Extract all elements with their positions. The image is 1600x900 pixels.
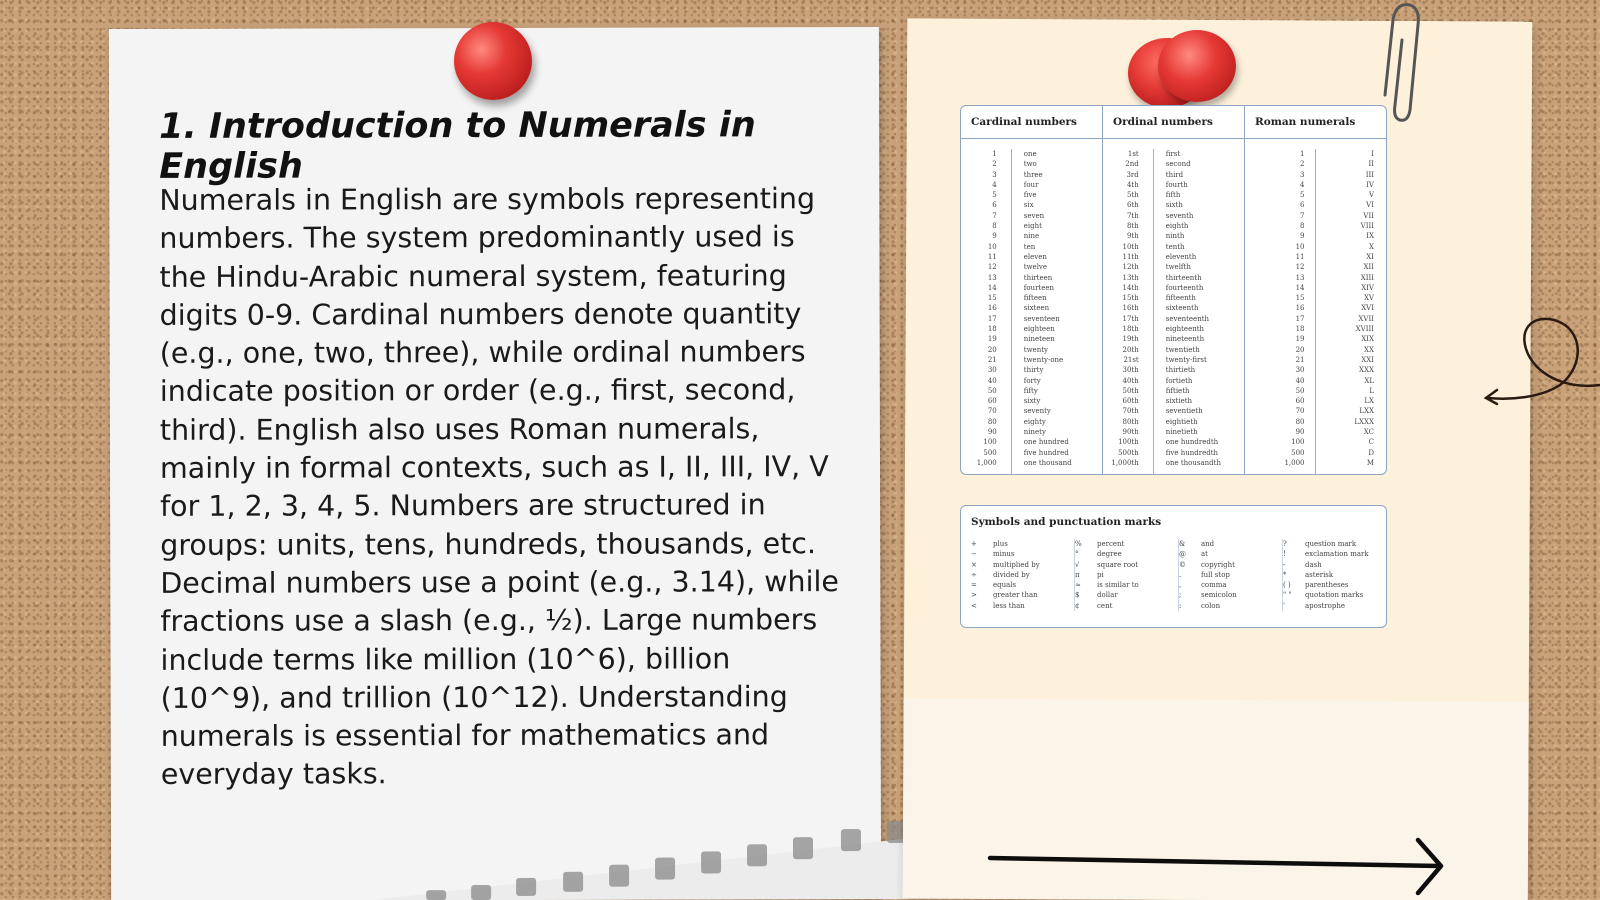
table-cell: question mark bbox=[1305, 540, 1357, 548]
table-cell: 16 bbox=[987, 304, 997, 313]
table-cell: five hundred bbox=[1023, 448, 1069, 457]
table-cell: 500 bbox=[983, 448, 997, 457]
table-cell: π bbox=[1075, 570, 1080, 579]
table-cell: one hundred bbox=[1023, 438, 1069, 447]
table-cell: 80th bbox=[1122, 417, 1139, 426]
table-cell: 18th bbox=[1122, 325, 1139, 334]
table-cell: nineteenth bbox=[1165, 335, 1205, 344]
cardinal-words bbox=[1012, 149, 1102, 474]
table-cell: eighteenth bbox=[1165, 325, 1205, 334]
table-cell: 4 bbox=[992, 180, 997, 189]
table-cell: 10 bbox=[987, 242, 997, 251]
table-cell: sixteenth bbox=[1165, 304, 1199, 313]
table-cell: ninetieth bbox=[1165, 428, 1198, 437]
table-cell: 12 bbox=[987, 263, 997, 272]
table-cell: one hundredth bbox=[1165, 438, 1219, 447]
table-cell: 100 bbox=[983, 438, 997, 447]
table-cell: 15 bbox=[1295, 294, 1305, 303]
table-cell: XIII bbox=[1360, 273, 1374, 282]
table-cell: : bbox=[1179, 601, 1182, 610]
table-cell: 21 bbox=[987, 355, 997, 364]
table-cell: twentieth bbox=[1165, 345, 1200, 354]
table-cell: multiplied by bbox=[993, 560, 1040, 569]
table-cell: 5 bbox=[1300, 191, 1305, 200]
table-cell: 19th bbox=[1122, 335, 1139, 344]
table-cell: 11 bbox=[987, 252, 997, 261]
table-cell: twenty-first bbox=[1165, 355, 1207, 364]
table-cell: fiftieth bbox=[1165, 386, 1190, 395]
table-cell: 20 bbox=[987, 345, 997, 354]
table-cell: . bbox=[1179, 570, 1182, 579]
table-cell: 30 bbox=[1295, 366, 1305, 375]
table-cell: thirteen bbox=[1023, 273, 1053, 282]
table-cell: 19 bbox=[987, 335, 997, 344]
table-cell: 1 bbox=[1300, 150, 1305, 158]
table-cell: seventh bbox=[1165, 211, 1194, 220]
torn-paper-strip bbox=[371, 809, 991, 900]
table-cell: divided by bbox=[993, 570, 1030, 579]
table-cell: V bbox=[1368, 191, 1374, 200]
table-cell: dash bbox=[1305, 560, 1322, 569]
table-cell: 20th bbox=[1122, 345, 1139, 354]
table-cell: M bbox=[1366, 458, 1374, 467]
table-cell: 100th bbox=[1118, 438, 1139, 447]
table-cell: fortieth bbox=[1165, 376, 1193, 385]
table-cell: 9 bbox=[992, 232, 997, 241]
table-cell: fourth bbox=[1165, 180, 1188, 189]
table-cell: - bbox=[1283, 560, 1286, 569]
table-cell: 14th bbox=[1122, 283, 1139, 292]
table-cell: 40th bbox=[1122, 376, 1139, 385]
table-cell: 2 bbox=[992, 160, 997, 169]
table-cell: 6 bbox=[1300, 201, 1305, 210]
table-cell: 11 bbox=[1295, 252, 1305, 261]
symbol-glyphs bbox=[1179, 539, 1201, 611]
table-cell: × bbox=[971, 560, 977, 569]
table-cell: five bbox=[1023, 191, 1037, 200]
table-cell: 15 bbox=[987, 294, 997, 303]
table-cell: equals bbox=[993, 581, 1017, 590]
table-cell: 60 bbox=[987, 397, 997, 406]
table-cell: sixtieth bbox=[1165, 397, 1193, 406]
table-cell: three bbox=[1023, 170, 1043, 179]
symbols-grid bbox=[961, 539, 1386, 611]
roman-column bbox=[1245, 139, 1386, 474]
table-cell: © bbox=[1179, 560, 1186, 569]
table-cell: XV bbox=[1363, 294, 1374, 303]
table-cell: seventy bbox=[1023, 407, 1051, 416]
table-cell: − bbox=[971, 550, 977, 559]
table-cell: XXX bbox=[1359, 366, 1374, 375]
ordinal-abbrev bbox=[1103, 149, 1154, 474]
table-cell: XL bbox=[1364, 376, 1374, 385]
table-cell: 7th bbox=[1126, 211, 1139, 220]
table-cell: four bbox=[1023, 180, 1039, 189]
table-cell: 60th bbox=[1122, 397, 1139, 406]
page-title: 1. Introduction to Numerals in English bbox=[159, 105, 756, 187]
symbol-names bbox=[993, 539, 1074, 611]
table-cell: 50 bbox=[987, 386, 997, 395]
numbers-reference-table bbox=[960, 105, 1387, 475]
table-cell: apostrophe bbox=[1305, 601, 1345, 610]
table-cell: second bbox=[1165, 160, 1191, 169]
table-cell: full stop bbox=[1201, 570, 1230, 579]
symbol-glyphs bbox=[1283, 539, 1305, 611]
table-cell: 9th bbox=[1126, 232, 1139, 241]
table-cell: 14 bbox=[1295, 283, 1305, 292]
table-cell: tenth bbox=[1165, 242, 1185, 251]
table-cell: 70th bbox=[1122, 407, 1139, 416]
table-cell: < bbox=[971, 601, 977, 610]
table-cell: cent bbox=[1097, 601, 1113, 610]
table-cell: 4th bbox=[1126, 180, 1139, 189]
table-cell: 90 bbox=[1295, 428, 1305, 437]
table-cell: 5th bbox=[1126, 191, 1139, 200]
roman-values bbox=[1316, 149, 1387, 474]
table-cell: 14 bbox=[987, 283, 997, 292]
table-cell: 3 bbox=[1300, 170, 1305, 179]
header-ordinal: Ordinal numbers bbox=[1103, 106, 1245, 138]
table-cell: thirty bbox=[1023, 366, 1044, 375]
table-cell: XIX bbox=[1361, 335, 1374, 344]
table-cell: eight bbox=[1023, 222, 1042, 231]
table-cell: one bbox=[1023, 150, 1037, 158]
table-cell: 20 bbox=[1295, 345, 1305, 354]
table-cell: forty bbox=[1023, 376, 1041, 385]
table-cell: 2 bbox=[1300, 160, 1305, 169]
table-cell: $ bbox=[1075, 591, 1080, 600]
table-cell: √ bbox=[1075, 560, 1080, 569]
table-cell: semicolon bbox=[1201, 591, 1237, 600]
table-cell: six bbox=[1023, 201, 1034, 210]
table-cell: 9 bbox=[1300, 232, 1305, 241]
table-cell: D bbox=[1368, 448, 1374, 457]
table-cell: ten bbox=[1023, 242, 1036, 251]
pushpin-icon bbox=[454, 22, 532, 100]
table-cell: colon bbox=[1201, 601, 1221, 610]
table-cell: thirteenth bbox=[1165, 273, 1202, 282]
table-header bbox=[961, 106, 1386, 139]
table-cell: 90th bbox=[1122, 428, 1139, 437]
table-cell: 17 bbox=[1295, 314, 1305, 323]
table-cell: degree bbox=[1097, 550, 1122, 559]
table-cell: at bbox=[1201, 550, 1208, 559]
table-cell: 21 bbox=[1295, 355, 1305, 364]
table-cell: ÷ bbox=[971, 570, 977, 579]
table-cell: 3rd bbox=[1126, 170, 1139, 179]
table-cell: 17th bbox=[1122, 314, 1139, 323]
table-cell: 8 bbox=[1300, 222, 1305, 231]
table-cell: III bbox=[1365, 170, 1374, 179]
table-body bbox=[961, 139, 1386, 474]
table-cell: square root bbox=[1097, 560, 1139, 569]
table-cell: eighth bbox=[1165, 222, 1189, 231]
table-cell: 5 bbox=[992, 191, 997, 200]
table-cell: less than bbox=[993, 601, 1025, 610]
table-cell: XVI bbox=[1361, 304, 1374, 313]
table-cell: fourteenth bbox=[1165, 283, 1204, 292]
table-cell: eightieth bbox=[1165, 417, 1198, 426]
table-cell: fifty bbox=[1023, 386, 1038, 395]
table-cell: eleventh bbox=[1165, 252, 1197, 261]
table-cell: ¢ bbox=[1075, 601, 1080, 610]
symbols-column bbox=[1075, 539, 1179, 611]
table-cell: VIII bbox=[1360, 222, 1374, 231]
table-cell: is similar to bbox=[1097, 581, 1139, 590]
table-cell: sixteen bbox=[1023, 304, 1050, 313]
symbols-column bbox=[1283, 539, 1386, 611]
table-cell: ninth bbox=[1165, 232, 1185, 241]
table-cell: 80 bbox=[1295, 417, 1305, 426]
symbol-names bbox=[1097, 539, 1178, 611]
table-cell: ' bbox=[1283, 601, 1285, 610]
table-cell: minus bbox=[993, 550, 1015, 559]
symbol-names bbox=[1305, 539, 1386, 611]
table-cell: 40 bbox=[987, 376, 997, 385]
table-cell: parentheses bbox=[1305, 581, 1349, 590]
table-cell: II bbox=[1368, 160, 1374, 169]
table-cell: 16th bbox=[1122, 304, 1139, 313]
table-cell: 7 bbox=[992, 211, 997, 220]
table-cell: 1,000 bbox=[976, 458, 997, 467]
table-cell: 40 bbox=[1295, 376, 1305, 385]
table-cell: two bbox=[1023, 160, 1037, 169]
table-cell: twenty bbox=[1023, 345, 1048, 354]
table-cell: X bbox=[1369, 242, 1374, 251]
table-cell: copyright bbox=[1201, 560, 1235, 569]
symbols-reference-table bbox=[960, 505, 1387, 628]
table-cell: XVII bbox=[1358, 314, 1374, 323]
table-cell: five hundredth bbox=[1165, 448, 1219, 457]
table-cell: 18 bbox=[987, 325, 997, 334]
symbol-glyphs bbox=[971, 539, 993, 611]
header-cardinal: Cardinal numbers bbox=[961, 106, 1103, 138]
table-cell: seventeenth bbox=[1165, 314, 1210, 323]
table-cell: 4 bbox=[1300, 180, 1305, 189]
ordinal-column bbox=[1103, 139, 1245, 474]
table-cell: @ bbox=[1179, 550, 1186, 559]
table-cell: eighteen bbox=[1023, 325, 1055, 334]
table-cell: dollar bbox=[1097, 591, 1118, 600]
table-cell: quotation marks bbox=[1305, 591, 1364, 600]
table-cell: thirtieth bbox=[1165, 366, 1196, 375]
table-cell: first bbox=[1165, 150, 1181, 158]
table-cell: 70 bbox=[987, 407, 997, 416]
table-cell: 8th bbox=[1126, 222, 1139, 231]
table-cell: 2nd bbox=[1125, 160, 1139, 169]
table-cell: XC bbox=[1363, 428, 1374, 437]
table-cell: 10 bbox=[1295, 242, 1305, 251]
table-cell: 500th bbox=[1118, 448, 1139, 457]
table-cell: eleven bbox=[1023, 252, 1047, 261]
table-cell: seventeen bbox=[1023, 314, 1060, 323]
table-cell: 70 bbox=[1295, 407, 1305, 416]
table-cell: ninety bbox=[1023, 428, 1046, 437]
table-cell: 1,000th bbox=[1111, 458, 1139, 467]
table-cell: 12th bbox=[1122, 263, 1139, 272]
table-cell: XI bbox=[1366, 252, 1374, 261]
table-cell: fifteen bbox=[1023, 294, 1047, 303]
table-cell: 8 bbox=[992, 222, 997, 231]
table-cell: fourteen bbox=[1023, 283, 1055, 292]
table-cell: & bbox=[1179, 540, 1186, 548]
table-cell: IX bbox=[1366, 232, 1374, 241]
table-cell: VII bbox=[1363, 211, 1374, 220]
cardinal-column bbox=[961, 139, 1103, 474]
table-cell: fifth bbox=[1165, 191, 1181, 200]
table-cell: 1st bbox=[1127, 150, 1139, 158]
table-cell: one thousand bbox=[1023, 458, 1072, 467]
table-cell: eighty bbox=[1023, 417, 1046, 426]
table-cell: 30 bbox=[987, 366, 997, 375]
table-cell: nineteen bbox=[1023, 335, 1055, 344]
header-roman: Roman numerals bbox=[1255, 116, 1356, 128]
table-cell: + bbox=[971, 540, 977, 548]
table-cell: C bbox=[1368, 438, 1374, 447]
table-cell: 13 bbox=[1295, 273, 1305, 282]
table-cell: greater than bbox=[993, 591, 1038, 600]
table-cell: ! bbox=[1283, 550, 1286, 559]
table-cell: 1,000 bbox=[1284, 458, 1305, 467]
symbols-column bbox=[1179, 539, 1283, 611]
table-cell: 500 bbox=[1291, 448, 1305, 457]
table-cell: nine bbox=[1023, 232, 1040, 241]
table-cell: 80 bbox=[987, 417, 997, 426]
symbols-column bbox=[971, 539, 1075, 611]
table-cell: 3 bbox=[992, 170, 997, 179]
table-cell: seven bbox=[1023, 211, 1045, 220]
table-cell: seventieth bbox=[1165, 407, 1203, 416]
table-cell: XVIII bbox=[1355, 325, 1374, 334]
table-cell: 12 bbox=[1295, 263, 1305, 272]
table-cell: 21st bbox=[1123, 355, 1139, 364]
table-cell: * bbox=[1283, 570, 1287, 579]
table-cell: 60 bbox=[1295, 397, 1305, 406]
table-cell: 17 bbox=[987, 314, 997, 323]
table-cell: 90 bbox=[987, 428, 997, 437]
table-cell: 13 bbox=[987, 273, 997, 282]
table-cell: ≈ bbox=[1075, 581, 1081, 590]
table-cell: LX bbox=[1364, 397, 1374, 406]
table-cell: comma bbox=[1201, 581, 1227, 590]
table-cell: 1 bbox=[992, 150, 997, 158]
table-cell: 15th bbox=[1122, 294, 1139, 303]
table-cell: 50 bbox=[1295, 386, 1305, 395]
table-cell: % bbox=[1075, 540, 1082, 548]
table-cell: third bbox=[1165, 170, 1184, 179]
table-cell: and bbox=[1201, 540, 1215, 548]
table-cell: twelfth bbox=[1165, 263, 1191, 272]
table-cell: 11th bbox=[1122, 252, 1139, 261]
table-cell: = bbox=[971, 581, 977, 590]
table-cell: one thousandth bbox=[1165, 458, 1221, 467]
table-cell: I bbox=[1371, 150, 1374, 158]
table-cell: LXX bbox=[1359, 407, 1374, 416]
table-cell: plus bbox=[993, 540, 1008, 548]
table-cell: L bbox=[1369, 386, 1374, 395]
table-cell: VI bbox=[1366, 201, 1374, 210]
table-cell: 6 bbox=[992, 201, 997, 210]
table-cell: ; bbox=[1179, 591, 1182, 600]
table-cell: 6th bbox=[1126, 201, 1139, 210]
table-cell: 19 bbox=[1295, 335, 1305, 344]
ordinal-words bbox=[1154, 149, 1244, 474]
roman-digits bbox=[1245, 149, 1316, 474]
table-cell: XIV bbox=[1361, 283, 1374, 292]
table-cell: " " bbox=[1283, 591, 1292, 600]
table-cell: > bbox=[971, 591, 977, 600]
table-cell: 30th bbox=[1122, 366, 1139, 375]
table-cell: 10th bbox=[1122, 242, 1139, 251]
table-cell: sixth bbox=[1165, 201, 1183, 210]
pushpin-icon bbox=[1158, 30, 1236, 102]
table-cell: asterisk bbox=[1305, 570, 1334, 579]
table-cell: XXI bbox=[1361, 355, 1374, 364]
table-cell: XX bbox=[1364, 345, 1374, 354]
table-cell: , bbox=[1179, 581, 1182, 590]
table-cell: 13th bbox=[1122, 273, 1139, 282]
table-cell: LXXX bbox=[1354, 417, 1374, 426]
table-cell: exclamation mark bbox=[1305, 550, 1369, 559]
table-cell: ? bbox=[1283, 540, 1287, 548]
table-cell: 50th bbox=[1122, 386, 1139, 395]
cardinal-digits bbox=[961, 149, 1012, 474]
note-card-left bbox=[109, 27, 881, 900]
table-cell: ( ) bbox=[1283, 581, 1291, 590]
table-cell: 18 bbox=[1295, 325, 1305, 334]
table-cell: 7 bbox=[1300, 211, 1305, 220]
table-cell: pi bbox=[1097, 570, 1104, 579]
symbol-glyphs bbox=[1075, 539, 1097, 611]
table-cell: IV bbox=[1366, 180, 1374, 189]
body-paragraph: Numerals in English are symbols representing numbers. The system predominantly used is the Hindu-Arabic numeral system, featuring digits 0-9. Cardinal numbers denote quantity (e.g., one, two, three), while ordinal numbers indicate position or order (e.g., first, second, third). English also uses Roman numerals, mainly in formal contexts, such as I, II, III, IV, V for 1, 2, 3, 4, 5. Numbers are structured in groups: units, tens, hundreds, thousands, etc. Decimal numbers use a point (e.g., 3.14), while fractions use a slash (e.g., ½). Large numbers include terms like million (10^6), billion (10^9), and trillion (10^12). Understanding numerals is essential for mathematics and everyday tasks. bbox=[159, 182, 839, 792]
table-cell: 100 bbox=[1291, 438, 1305, 447]
symbols-table-title: Symbols and punctuation marks bbox=[971, 516, 1162, 528]
symbol-names bbox=[1201, 539, 1282, 611]
table-cell: fifteenth bbox=[1165, 294, 1196, 303]
table-cell: XII bbox=[1363, 263, 1374, 272]
table-cell: twelve bbox=[1023, 263, 1048, 272]
table-cell: sixty bbox=[1023, 397, 1041, 406]
table-cell: percent bbox=[1097, 540, 1125, 548]
table-cell: twenty-one bbox=[1023, 355, 1064, 364]
table-cell: 16 bbox=[1295, 304, 1305, 313]
table-cell: ° bbox=[1075, 550, 1079, 559]
